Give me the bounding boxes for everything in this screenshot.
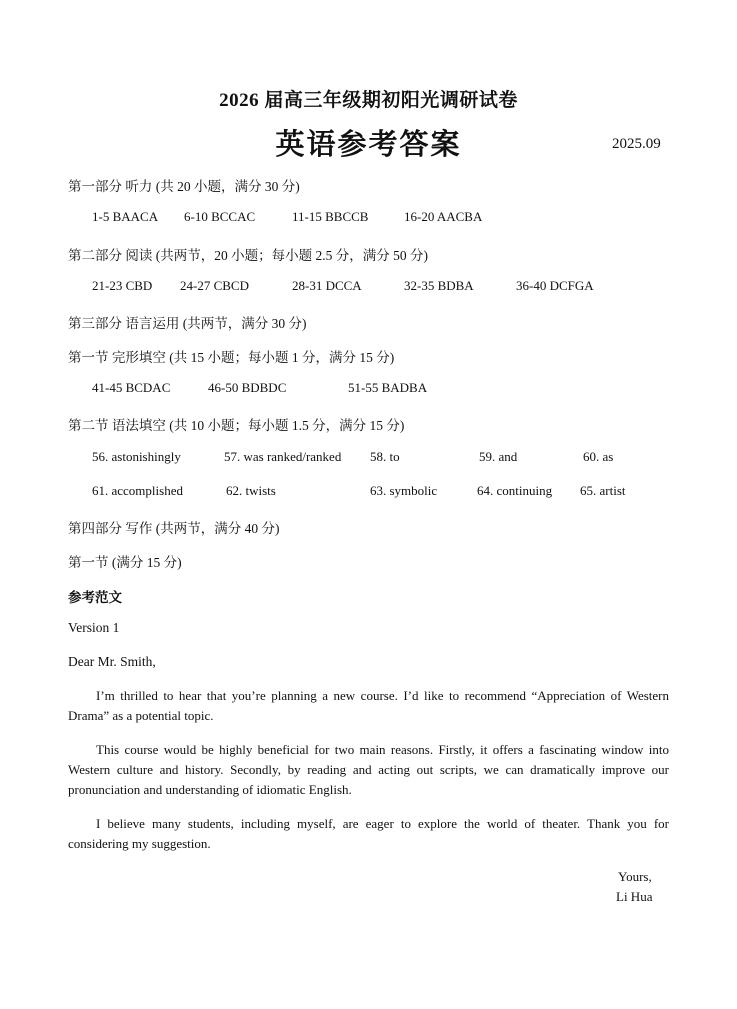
- letter-closing: Yours,: [618, 869, 652, 884]
- answer-group: 32-35 BDBA: [404, 278, 474, 293]
- answer-key-title: 英语参考答案: [275, 129, 462, 161]
- letter-paragraph: [68, 740, 669, 800]
- grammar-answer: 62. twists: [226, 483, 276, 498]
- grammar-answer: 64. continuing: [477, 483, 553, 498]
- letter-salutation: Dear Mr. Smith,: [68, 654, 156, 669]
- answer-group: 24-27 CBCD: [180, 278, 249, 293]
- answer-group: 6-10 BCCAC: [184, 209, 256, 224]
- grammar-answer: 57. was ranked/ranked: [224, 449, 342, 464]
- part3-section1-heading: 第一节 完形填空 (共 15 小题；每小题 1 分，满分 15 分): [68, 350, 395, 365]
- part2-heading: 第二部分 阅读 (共两节，20 小题；每小题 2.5 分，满分 50 分): [68, 248, 428, 263]
- letter-paragraph: [68, 814, 669, 854]
- letter-paragraph-text: I believe many students, including myself, are eager to explore the world of theater. Thank you for considering my suggestion.: [68, 816, 669, 851]
- grammar-answer: 58. to: [370, 449, 400, 464]
- letter-signature: Li Hua: [616, 889, 653, 904]
- letter-paragraph-text: This course would be highly beneficial for two main reasons. Firstly, it offers a fascinating window into Western culture and history. Secondly, by reading and acting out scripts, we can dramatically improve our pronunciation and understanding of idiomatic English.: [68, 742, 669, 797]
- part1-heading: 第一部分 听力 (共 20 小题，满分 30 分): [68, 179, 300, 194]
- answer-group: 51-55 BADBA: [348, 380, 428, 395]
- grammar-answer: 63. symbolic: [370, 483, 438, 498]
- part3-heading: 第三部分 语言运用 (共两节，满分 30 分): [68, 316, 307, 331]
- letter-paragraph: [68, 686, 669, 726]
- grammar-answer: 65. artist: [580, 483, 626, 498]
- grammar-answer: 61. accomplished: [92, 483, 183, 498]
- exam-title: 2026 届高三年级期初阳光调研试卷: [219, 90, 518, 111]
- grammar-answer: 56. astonishingly: [92, 449, 181, 464]
- answer-group: 28-31 DCCA: [292, 278, 362, 293]
- answer-group: 11-15 BBCCB: [292, 209, 369, 224]
- answer-group: 36-40 DCFGA: [516, 278, 594, 293]
- exam-date: 2025.09: [612, 136, 661, 152]
- grammar-answer: 60. as: [583, 449, 614, 464]
- answer-group: 21-23 CBD: [92, 278, 153, 293]
- part4-section1-heading: 第一节 (满分 15 分): [68, 555, 182, 570]
- letter-paragraph-text: I’m thrilled to hear that you’re planning a new course. I’d like to recommend “Appreciation of Western Drama” as a potential topic.: [68, 688, 669, 723]
- part4-heading: 第四部分 写作 (共两节，满分 40 分): [68, 521, 280, 536]
- part3-section2-heading: 第二节 语法填空 (共 10 小题；每小题 1.5 分，满分 15 分): [68, 418, 405, 433]
- grammar-answer: 59. and: [479, 449, 518, 464]
- sample-essay-label: 参考范文: [68, 590, 122, 605]
- answer-group: 46-50 BDBDC: [208, 380, 287, 395]
- answer-group: 1-5 BAACA: [92, 209, 159, 224]
- version-label: Version 1: [68, 620, 120, 635]
- answer-group: 41-45 BCDAC: [92, 380, 171, 395]
- answer-group: 16-20 AACBA: [404, 209, 483, 224]
